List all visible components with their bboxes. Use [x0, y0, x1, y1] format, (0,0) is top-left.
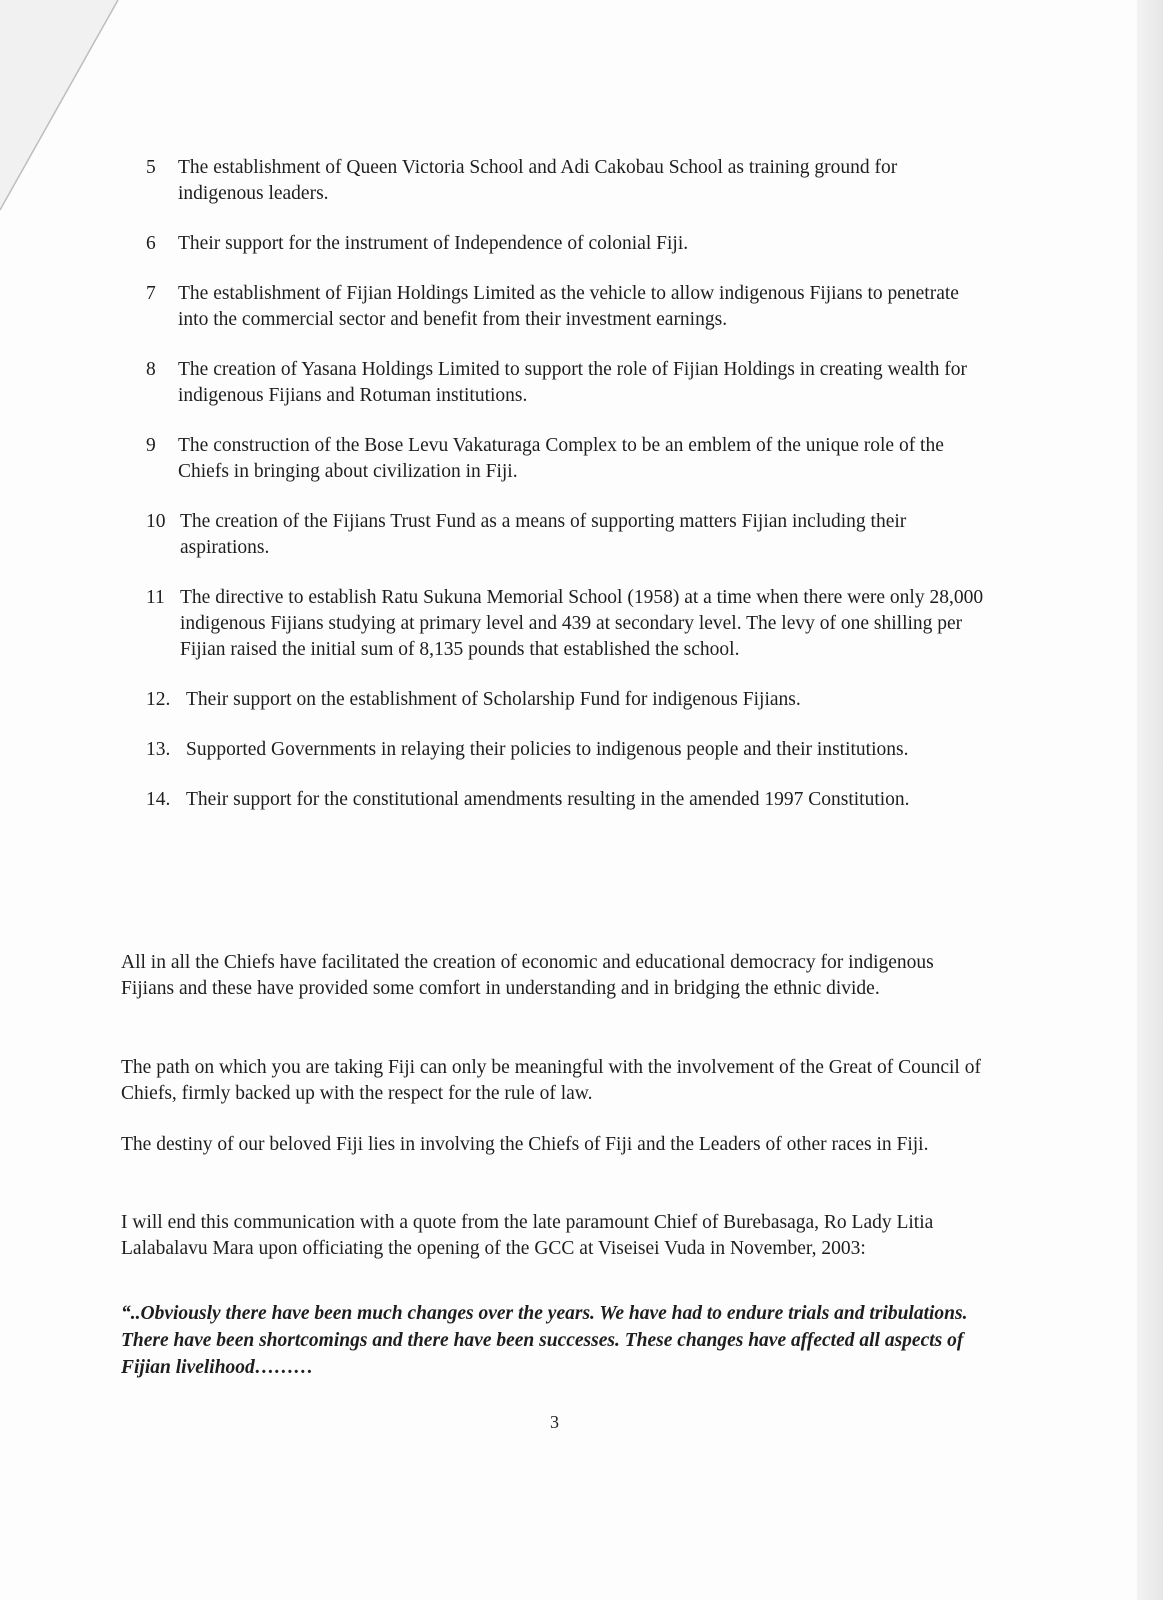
list-item	[146, 155, 986, 207]
list-item	[146, 357, 986, 409]
list-item-text: Their support for the constitutional amendments resulting in the amended 1997 Constitution.	[186, 789, 910, 810]
list-item-number: 12.	[146, 689, 171, 710]
list-item-number: 9	[146, 435, 156, 456]
list-item-text: The directive to establish Ratu Sukuna Memorial School (1958) at a time when there were only 28,000 indigenous Fijians studying at primary level and 439 at secondary level. The levy of one shilling per Fijian raised the initial sum of 8,135 pounds that established the school.	[180, 587, 984, 660]
list-item-number: 14.	[146, 789, 171, 810]
list-item-text: The creation of the Fijians Trust Fund as a means of supporting matters Fijian including their aspirations.	[180, 511, 907, 558]
list-item	[146, 787, 986, 813]
list-item-text: Their support on the establishment of Scholarship Fund for indigenous Fijians.	[186, 689, 801, 710]
list-item	[146, 737, 986, 763]
list-item-number: 7	[146, 283, 156, 304]
list-item-number: 13.	[146, 739, 171, 760]
list-item	[146, 281, 986, 333]
list-item-number: 5	[146, 157, 156, 178]
list-item-text: Their support for the instrument of Independence of colonial Fiji.	[178, 233, 689, 254]
list-item-text: The establishment of Queen Victoria School and Adi Cakobau School as training ground for indigenous leaders.	[178, 157, 898, 204]
list-item-number: 10	[146, 511, 166, 532]
list-item	[146, 231, 986, 257]
list-item-number: 11	[146, 587, 165, 608]
achievements-list	[146, 155, 986, 837]
list-item-text: The creation of Yasana Holdings Limited to support the role of Fijian Holdings in creating wealth for indigenous Fijians and Rotuman institutions.	[178, 359, 968, 406]
page-number: 3	[550, 1412, 559, 1432]
body-paragraph: The destiny of our beloved Fiji lies in involving the Chiefs of Fiji and the Leaders of other races in Fiji.	[121, 1134, 929, 1155]
list-item	[146, 687, 986, 713]
list-item-text: The establishment of Fijian Holdings Limited as the vehicle to allow indigenous Fijians to penetrate into the commercial sector and benefit from their investment earnings.	[178, 283, 959, 330]
body-paragraph: The path on which you are taking Fiji can only be meaningful with the involvement of the Great of Council of Chiefs, firmly backed up with the respect for the rule of law.	[121, 1057, 981, 1104]
body-paragraph: All in all the Chiefs have facilitated the creation of economic and educational democracy for indigenous Fijians and these have provided some comfort in understanding and in bridging the ethnic divide.	[121, 952, 934, 999]
scan-right-edge	[1137, 0, 1163, 1600]
list-item-text: Supported Governments in relaying their policies to indigenous people and their institutions.	[186, 739, 909, 760]
list-item	[146, 585, 986, 663]
list-item-number: 8	[146, 359, 156, 380]
list-item	[146, 509, 986, 561]
list-item-text: The construction of the Bose Levu Vakaturaga Complex to be an emblem of the unique role of the Chiefs in bringing about civilization in Fiji.	[178, 435, 944, 482]
closing-quote: “..Obviously there have been much changes over the years. We have had to endure trials and tribulations. There have been shortcomings and there have been successes. These changes have affected all aspects of Fijian livelihood………	[121, 1303, 968, 1378]
list-item-number: 6	[146, 233, 156, 254]
list-item	[146, 433, 986, 485]
body-paragraph: I will end this communication with a quote from the late paramount Chief of Burebasaga, Ro Lady Litia Lalabalavu Mara upon officiating the opening of the GCC at Viseisei Vuda in November, 2003:	[121, 1212, 934, 1259]
